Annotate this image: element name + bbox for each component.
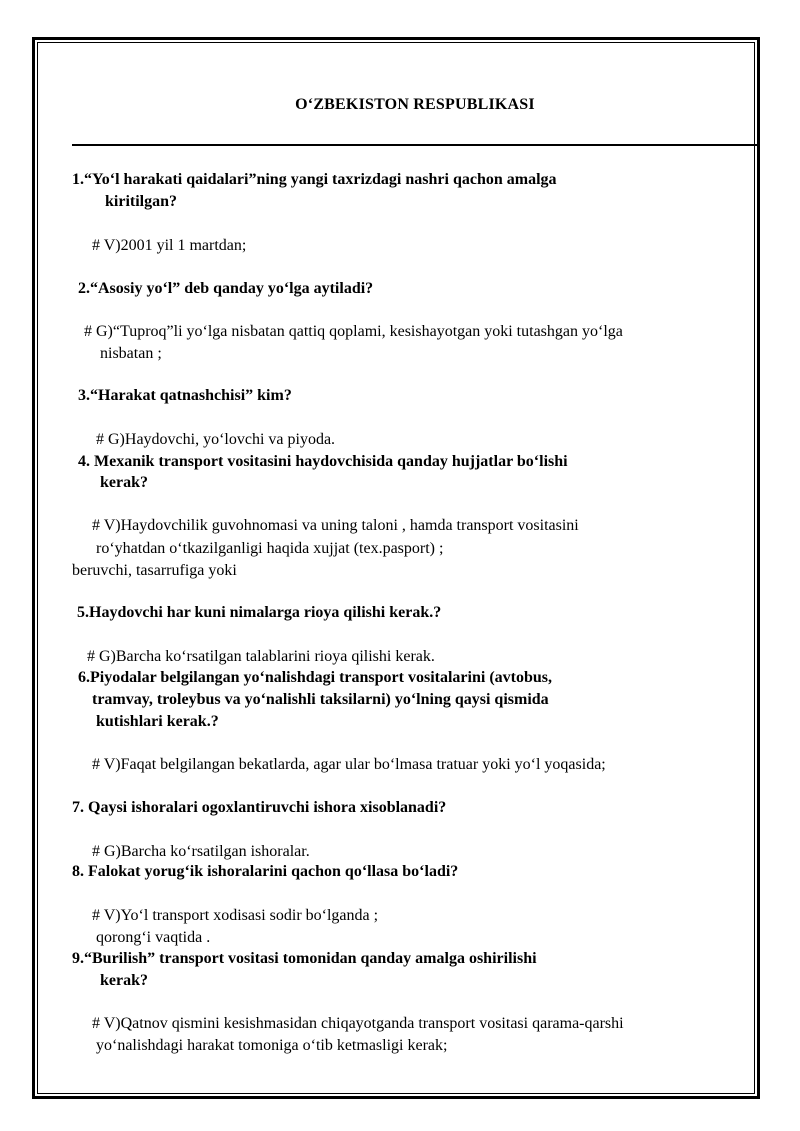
- answer-9-line-1: # V)Qatnov qismini kesishmasidan chiqayotganda transport vositasi qarama-qarshi: [92, 1015, 624, 1032]
- question-9-line-1: 9.“Burilish” transport vositasi tomonidan qanday amalga oshirilishi: [72, 950, 537, 967]
- document-title: O‘ZBEKISTON RESPUBLIKASI: [295, 96, 535, 113]
- title-divider: [72, 144, 758, 146]
- answer-5-line-1: # G)Barcha ko‘rsatilgan talablarini rioya qilishi kerak.: [87, 648, 435, 665]
- question-9-line-2: kerak?: [100, 972, 148, 989]
- question-4-line-1: 4. Mexanik transport vositasini haydovchisida qanday hujjatlar bo‘lishi: [78, 453, 568, 470]
- question-1-line-2: kiritilgan?: [105, 193, 178, 210]
- question-6-line-1: 6.Piyodalar belgilangan yo‘nalishdagi transport vositalarini (avtobus,: [78, 669, 552, 686]
- question-6-line-2: tramvay, troleybus va yo‘nalishli taksilarni) yo‘lning qaysi qismida: [92, 691, 549, 708]
- answer-7-line-1: # G)Barcha ko‘rsatilgan ishoralar.: [92, 843, 310, 860]
- answer-8-line-1: # V)Yo‘l transport xodisasi sodir bo‘lganda ;: [92, 907, 379, 924]
- answer-2-line-2: nisbatan ;: [100, 345, 162, 362]
- answer-6-line-1: # V)Faqat belgilangan bekatlarda, agar ular bo‘lmasa tratuar yoki yo‘l yoqasida;: [92, 756, 606, 773]
- answer-9-line-2: yo‘nalishdagi harakat tomoniga o‘tib ketmasligi kerak;: [96, 1037, 448, 1054]
- answer-4-line-2: ro‘yhatdan o‘tkazilganligi haqida xujjat (tex.pasport) ;: [96, 540, 444, 557]
- answer-4-line-3: beruvchi, tasarrufiga yoki: [72, 562, 237, 579]
- question-1-line-1: 1.“Yo‘l harakati qaidalari”ning yangi taxrizdagi nashri qachon amalga: [72, 171, 557, 188]
- question-5-line-1: 5.Haydovchi har kuni nimalarga rioya qilishi kerak.?: [77, 604, 442, 621]
- answer-4-line-1: # V)Haydovchilik guvohnomasi va uning taloni , hamda transport vositasini: [92, 517, 579, 534]
- question-8-line-1: 8. Falokat yorug‘ik ishoralarini qachon qo‘llasa bo‘ladi?: [72, 863, 459, 880]
- question-3-line-1: 3.“Harakat qatnashchisi” kim?: [78, 387, 292, 404]
- question-4-line-2: kerak?: [100, 474, 148, 491]
- question-6-line-3: kutishlari kerak.?: [96, 713, 219, 730]
- answer-1-line-1: # V)2001 yil 1 martdan;: [92, 237, 247, 254]
- question-2-line-1: 2.“Asosiy yo‘l” deb qanday yo‘lga aytiladi?: [78, 280, 374, 297]
- answer-2-line-1: # G)“Tuproq”li yo‘lga nisbatan qattiq qoplami, kesishayotgan yoki tutashgan yo‘lga: [84, 323, 623, 340]
- answer-8-line-2: qorong‘i vaqtida .: [96, 929, 211, 946]
- answer-3-line-1: # G)Haydovchi, yo‘lovchi va piyoda.: [96, 431, 336, 448]
- question-7-line-1: 7. Qaysi ishoralari ogoxlantiruvchi ishora xisoblanadi?: [72, 799, 447, 816]
